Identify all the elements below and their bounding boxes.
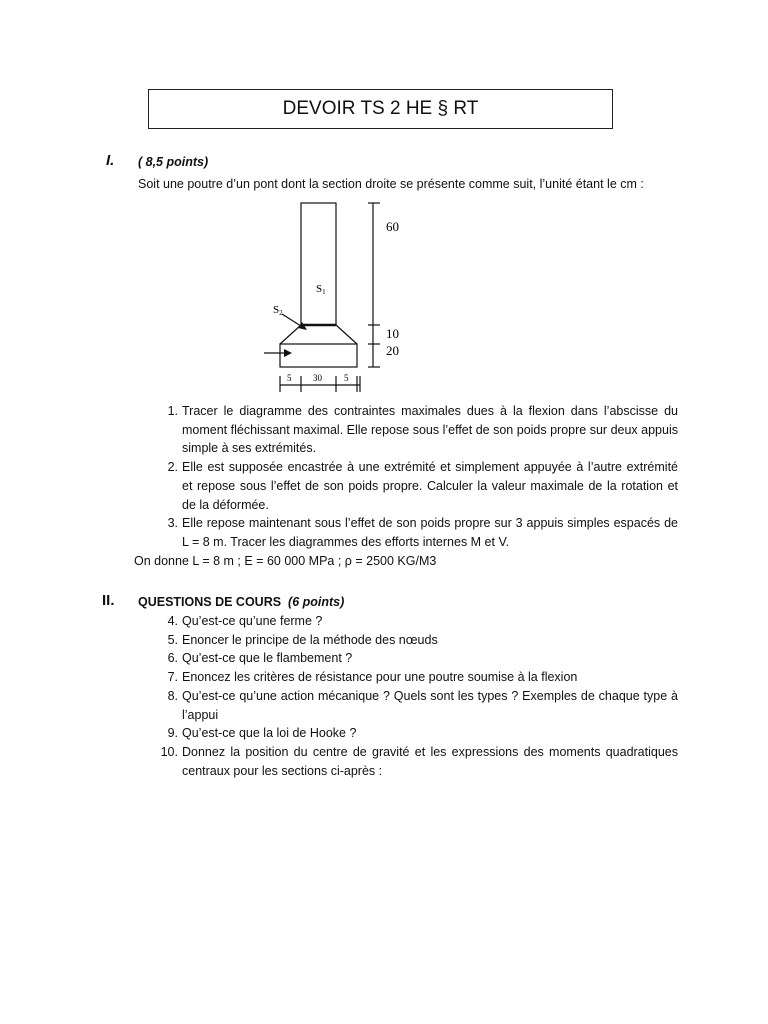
bottom-flange [280,344,357,367]
section-2-heading: QUESTIONS DE COURS (6 points) [138,595,345,609]
dim-30: 30 [313,373,322,383]
dim-10: 10 [386,326,399,341]
s2-label: S2 [273,304,283,317]
right-haunch [336,325,357,344]
list-item: 8. Qu’est-ce qu’une action mécanique ? Quels sont les types ? Exemples de chaque type à l’appui [167,688,678,722]
dim-20: 20 [386,343,399,358]
list-item: 2. Elle est supposée encastrée à une extrémité et simplement appuyée à l’autre extrémité et repose sous l’effet de son poids propre. Calculer la valeur maximale de la rotation et de la déformée. [167,460,678,512]
section-1-numeral: I. [106,152,115,169]
section-1-list [160,402,678,552]
list-item: 1. Tracer le diagramme des contraintes maximales dues à la flexion dans l’abscisse du moment fléchissant maximal. Elle repose sous l’effet de son poids propre sur deux appuis simple à ses extrémités. [167,404,678,456]
flange-arrow-head [284,349,292,357]
left-haunch [280,325,301,344]
section-2-numeral: II. [102,592,115,609]
dim-5-right: 5 [344,373,349,383]
list-item: 9. Qu’est-ce que la loi de Hooke ? [167,726,357,741]
list-item: 4. Qu’est-ce qu’une ferme ? [167,614,323,628]
dim-5-left: 5 [287,373,292,383]
given-values: On donne L = 8 m ; E = 60 000 MPa ; ρ = 2500 KG/M3 [134,554,437,568]
document-title: DEVOIR TS 2 HE § RT [148,89,613,129]
s1-label: S1 [316,283,326,296]
list-item: 3. Elle repose maintenant sous l’effet de son poids propre sur 3 appuis simples espacés de L = 8 m. Tracer les diagrammes des efforts internes M et V. [167,516,678,549]
section-1-intro: Soit une poutre d’un pont dont la section droite se présente comme suit, l’unité étant le cm : [138,177,644,191]
list-item: 6. Qu’est-ce que le flambement ? [167,651,353,666]
beam-cross-section-figure [260,196,420,396]
list-item: 10. Donnez la position du centre de gravité et les expressions des moments quadratiques centraux pour les sections ci-après : [160,744,678,778]
dim-60: 60 [386,219,399,234]
list-item: 7. Enoncez les critères de résistance pour une poutre soumise à la flexion [167,670,578,685]
section-1-points: ( 8,5 points) [138,155,209,169]
section-2-list [160,612,678,780]
web-rectangle [301,203,336,325]
list-item: 5. Enoncer le principe de la méthode des nœuds [167,632,438,647]
